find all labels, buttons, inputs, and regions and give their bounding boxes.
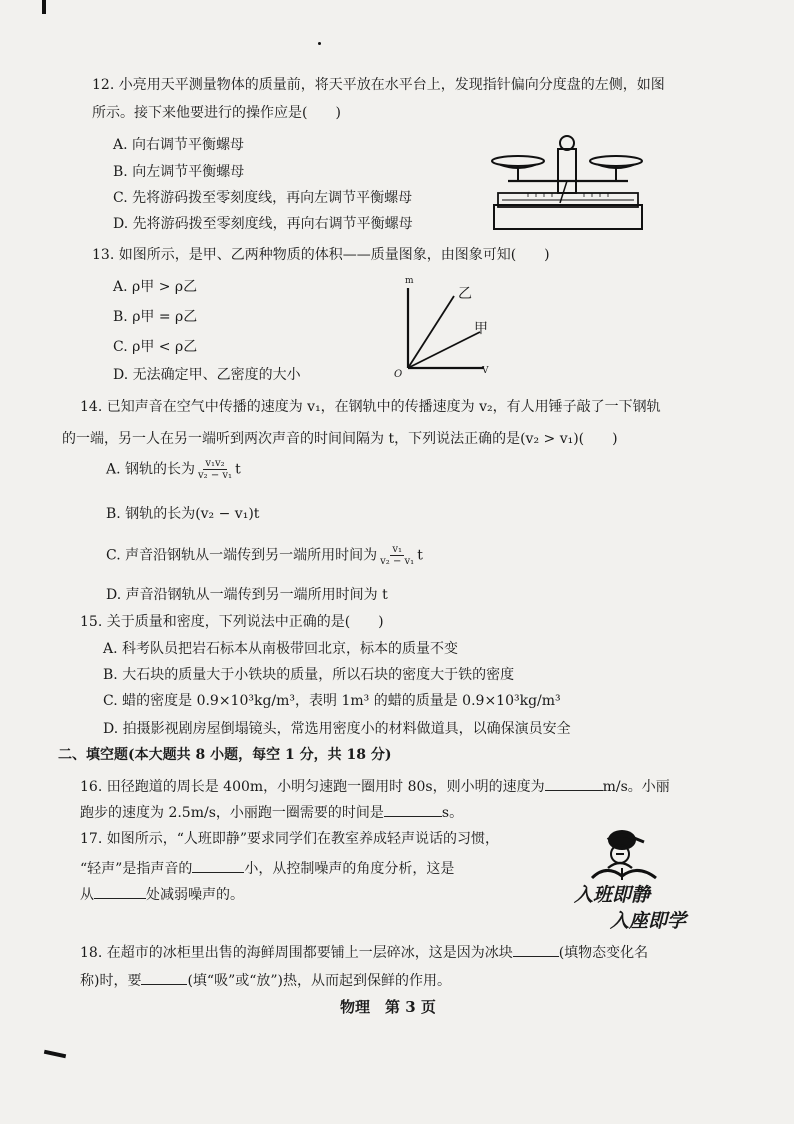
graph-y-axis-label: m xyxy=(405,276,414,286)
q18-answer-blank-1[interactable] xyxy=(513,942,559,957)
q18-line1-suffix: (填物态变化名 xyxy=(558,945,649,961)
q15-option-c: C. 蜡的密度是 0.9×10³kg/m³，表明 1m³ 的蜡的质量是 0.9×10³kg/m³ xyxy=(103,693,561,709)
q15-option-b: B. 大石块的质量大于小铁块的质量，所以石块的密度大于铁的密度 xyxy=(103,667,515,683)
q14-option-a-fraction xyxy=(196,458,234,481)
q15-stem: 15. 关于质量和密度，下列说法中正确的是( ) xyxy=(80,614,384,630)
fraction-denominator: v₂ − v₁ xyxy=(380,556,415,567)
scan-edge-shadow-top xyxy=(42,0,46,14)
q16-answer-blank-1[interactable] xyxy=(545,776,603,791)
q16-line1-text: 16. 田径跑道的周长是 400m，小明匀速跑一圈用时 80s，则小明的速度为 xyxy=(80,779,545,795)
q17-answer-blank-1[interactable] xyxy=(192,858,244,873)
q13-option-c: C. ρ甲 < ρ乙 xyxy=(113,339,198,355)
graph-line-yi-label: 乙 xyxy=(458,286,472,302)
q17-line2 xyxy=(80,858,454,878)
q16-line1 xyxy=(80,776,670,796)
graph-x-axis-label: V xyxy=(482,366,489,376)
q14-option-c xyxy=(106,544,423,567)
slogan-enter-quiet: 入班即静 xyxy=(574,884,651,906)
q17-answer-blank-2[interactable] xyxy=(94,884,146,899)
q17-line3-text: 从 xyxy=(80,887,94,903)
q14-option-b: B. 钢轨的长为(v₂ − v₁)t xyxy=(106,506,260,522)
q17-line3-suffix: 处减弱噪声的。 xyxy=(146,887,244,903)
q18-line2-suffix: (填“吸”或“放”)热，从而起到保鲜的作用。 xyxy=(187,973,452,989)
q18-line2 xyxy=(80,970,451,990)
q14-option-c-text: C. 声音沿钢轨从一端传到另一端所用时间为 xyxy=(106,547,378,564)
fraction-denominator: v₂ − v₁ xyxy=(198,470,233,481)
fraction-numerator: v₁ xyxy=(392,544,402,555)
q16-line2-unit: s。 xyxy=(441,805,464,821)
q18-line1-text: 18. 在超市的冰柜里出售的海鲜周围都要铺上一层碎冰，这是因为冰块 xyxy=(80,945,513,961)
q12-option-a: A. 向右调节平衡螺母 xyxy=(113,137,245,153)
q14-option-a-suffix: t xyxy=(235,461,241,478)
q12-option-d: D. 先将游码拨至零刻度线，再向右调节平衡螺母 xyxy=(113,216,413,232)
graph-line-jia-label: 甲 xyxy=(474,321,488,337)
q15-option-a: A. 科考队员把岩石标本从南极带回北京，标本的质量不变 xyxy=(103,641,459,657)
quiet-student-illustration xyxy=(586,828,662,888)
q12-option-c: C. 先将游码拨至零刻度线，再向左调节平衡螺母 xyxy=(113,190,413,206)
q14-stem-line2: 的一端，另一人在另一端听到两次声音的时间间隔为 t，下列说法正确的是(v₂ > v₁)( ) xyxy=(62,431,618,447)
q17-line2-suffix: 小，从控制噪声的角度分析，这是 xyxy=(244,861,455,877)
q17-line2-text: “轻声”是指声音的 xyxy=(80,861,193,877)
q16-line2 xyxy=(80,802,463,822)
q14-option-c-suffix: t xyxy=(417,547,423,564)
q14-option-a-text: A. 钢轨的长为 xyxy=(106,461,196,478)
q17-line1: 17. 如图所示，“人班即静”要求同学们在教室养成轻声说话的习惯， xyxy=(80,831,500,847)
q14-option-c-fraction xyxy=(378,544,416,567)
q13-stem: 13. 如图所示，是甲、乙两种物质的体积——质量图象，由图象可知( ) xyxy=(92,247,550,263)
q18-line1 xyxy=(80,942,648,962)
q15-option-d: D. 拍摄影视剧房屋倒塌镜头，常选用密度小的材料做道具，以确保演员安全 xyxy=(103,721,571,737)
q12-option-b: B. 向左调节平衡螺母 xyxy=(113,164,245,180)
scan-speck xyxy=(318,42,321,45)
q13-option-d: D. 无法确定甲、乙密度的大小 xyxy=(113,367,301,383)
q13-option-a: A. ρ甲 > ρ乙 xyxy=(113,279,198,295)
graph-origin-label: O xyxy=(394,369,403,380)
q14-option-a xyxy=(106,458,241,481)
q12-stem-line2: 所示。接下来他要进行的操作应是( ) xyxy=(92,105,341,121)
q14-stem-line1: 14. 已知声音在空气中传播的速度为 v₁，在钢轨中的传播速度为 v₂，有人用锤子敲了一下钢轨 xyxy=(80,399,661,415)
balance-scale-figure xyxy=(488,135,648,235)
q12-stem-line1: 12. 小亮用天平测量物体的质量前，将天平放在水平台上，发现指针偏向分度盘的左侧，如图 xyxy=(92,77,665,93)
q16-line2-text: 跑步的速度为 2.5m/s，小丽跑一圈需要的时间是 xyxy=(80,805,384,821)
q16-answer-blank-2[interactable] xyxy=(384,802,442,817)
q13-option-b: B. ρ甲 = ρ乙 xyxy=(113,309,198,325)
q18-line2-text: 称)时，要 xyxy=(80,973,142,989)
scan-edge-shadow xyxy=(44,1050,66,1058)
q17-line3 xyxy=(80,884,244,904)
page-footer: 物理 第 3 页 xyxy=(340,998,436,1016)
slogan-seat-study: 入座即学 xyxy=(610,910,687,932)
q16-line1-unit: m/s。小丽 xyxy=(602,779,670,795)
q14-option-d: D. 声音沿钢轨从一端传到另一端所用时间为 t xyxy=(106,587,388,603)
q18-answer-blank-2[interactable] xyxy=(141,970,187,985)
fraction-numerator: v₁v₂ xyxy=(205,458,225,469)
section-2-heading: 二、填空题(本大题共 8 小题，每空 1 分，共 18 分) xyxy=(58,747,392,763)
